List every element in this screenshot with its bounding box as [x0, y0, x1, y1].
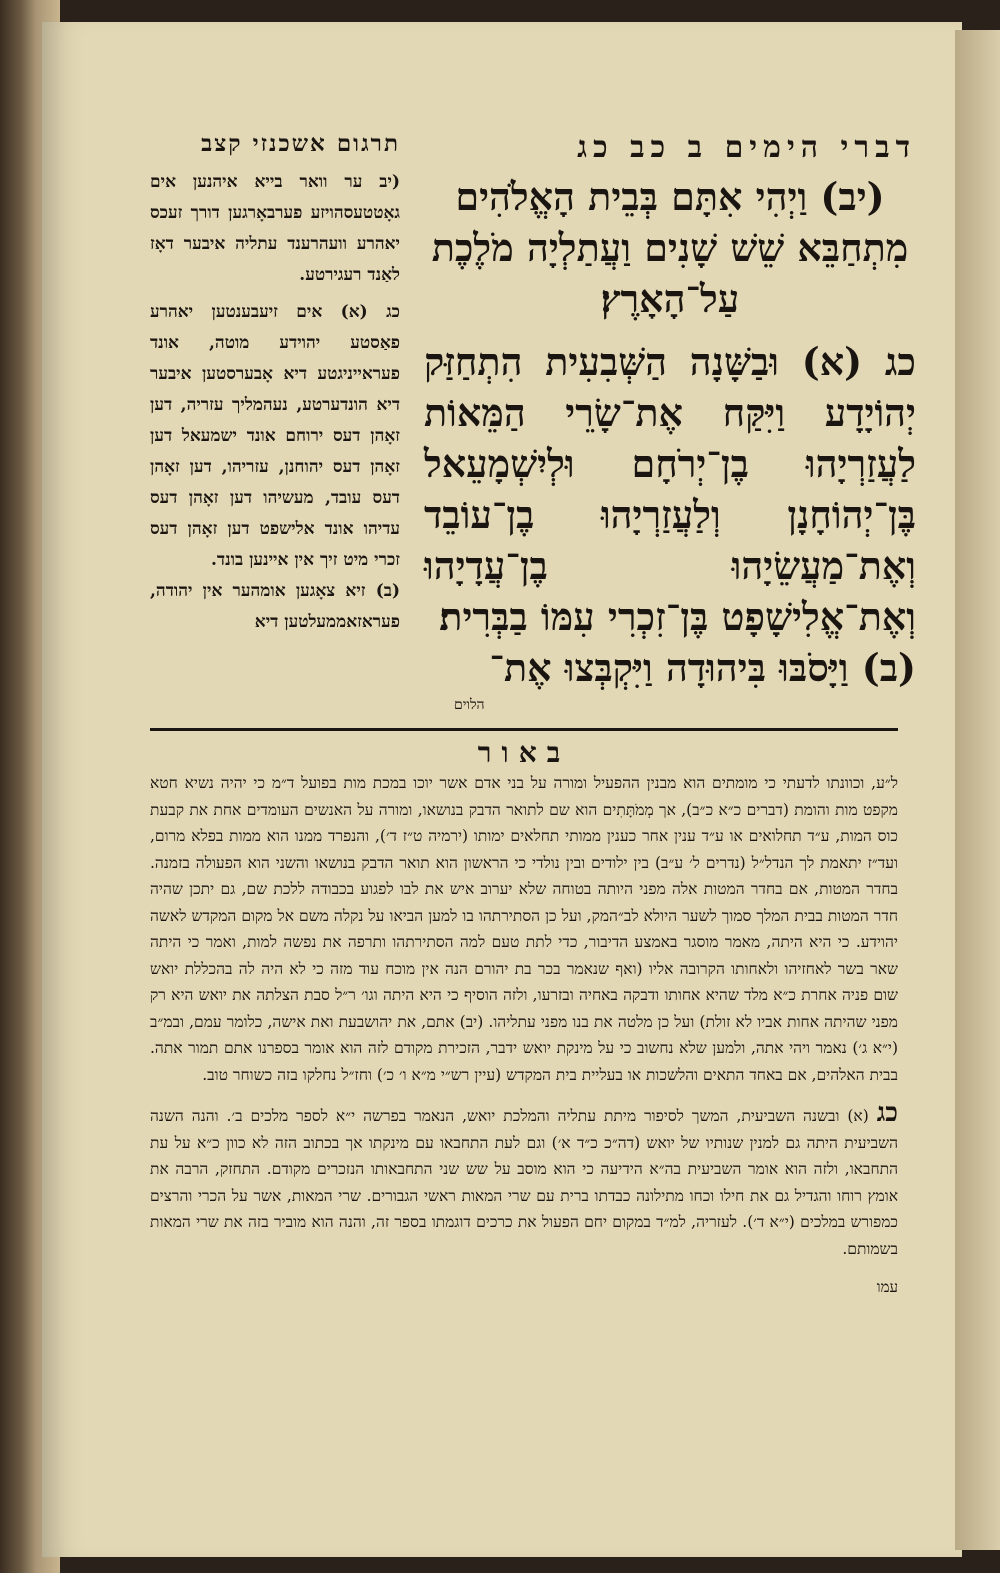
- verse-23-2: (ב) וַיָּסֹבּוּ בִּיהוּדָה וַיִּקְבְּצוּ אֶת־: [489, 645, 916, 690]
- commentary-title: באור: [477, 736, 571, 769]
- translation-23-2: (ב) זיא צאָגען אומהער אין יהודה, פעראזאממעלטען דיא: [150, 581, 400, 632]
- hebrew-text-column: [424, 130, 916, 714]
- catchword-right: הלוים: [454, 697, 485, 713]
- commentary-paragraph-1: ל״ע, וכוונתו לדעתי כי מומתים הוא מבנין ההפעיל ומורה על בני אדם אשר יוכו במכת מות בפועל ד״מ כי יהיה נשיא חטא מקפט מות והומת (דברים כ״א כ״ב), אך מְמֹתָּתִים הוא שם לתואר הדבק בנושאו, ומורה על האנשים העומדים אחת את קבעת כוס המות, ע״ד תחלואים או ע״ד ענין אחר כענין ממותי תחלאים ימותו (ירמיה ט״ז ד׳), והנפרד ממנו הוא ממות בפלא מרום, ועד״ז יתאמת לך הנדל״ל (נדרים ל׳ ע״ב) בין ילודים ובין נולדי כי הראשון הוא תואר הדבק בנושאו והשני הוא הפעולה בזמנה. בחדר המטות, אם בחדר המטות אלה מפני היותה בטוחה שלא יערוב איש את לבו לפגוע בכבודה ללכת שם, גם יתכן שהיה חדר המטות בבית המלך סמוך לשער היולא לב״המק, ועל כן הסתירתהו בו למען הביאו על נקלה משם אל מקום המקדש לאשה יהוידע. כי היא היתה, מאמר מוסגר באמצע הדיבור, כדי לתת טעם למה הסתירתהו ותרפה את נפשה למות, ואמר כי היתה שאר בשר לאחזיהו ולאחותו הקרובה אליו (ואף שנאמר בכר בת יהורם הנה אין מוכח עוד מזה כי לא היה לה בהכללת יואש שום פניה אחרת כ״א מלד שהיא אחותו ודבקה באחיה ובזרעו, ולזה הוסיף כי היא היתה וגו׳ ר״ל סבת הצלתה את יואש היא רק מפני שהיתה אחות אביו לא זולת) ועל כן מלטה את בנו מפני עתליהו. (יב) אתם, את יהושבעת ואת אישה, כלומר עמם, ובמ״ב (י״א ג׳) נאמר ויהי אתה, ולמען שלא נחשוב כי על מינקת יואש ידבר, הזכירת מקודם לזה הוא אומר בספרנו אתם תמור אתה. בבית האלהים, אם באחד התאים והלשכות או בעליית בית המקדש (עיין רש״י מ״א ו׳ כ׳) וחז״ל נחלקו בזה כשוחר טוב.: [150, 774, 898, 1084]
- verse-22-12: (יב) וַיְהִי אִתָּם בְּבֵית הָאֱלֹהִים מִתְחַבֵּא שֵׁשׁ שָׁנִים וַעֲתַלְיָה מֹלֶכֶת עַל־הָאָרֶץ׃: [431, 174, 909, 321]
- translation-23-1: כג (א) אים זיעבענטען יאהרע פאַסטע יהוידע מוטה, אונד פעראייניגטע דיא אָבערסטען איבער דיא הונדערטע, נעהמליך עזריה, דען זאָהן דעס ירוחם אונד ישמעאל דען זאָהן דעס יהוחנן, עזריהו, דען זאָהן דעס עובד, מעשיהו דען זאָהן דעס עדיהו אונד אלישפט דען זאָהן דעס זכרי מיט זיך אין איינען בונד.: [150, 302, 400, 570]
- commentary-paragraph-2: [150, 1100, 898, 1262]
- verse-23-1: כג (א) וּבַשָּׁנָה הַשְּׁבִעִית הִתְחַזַּק יְהוֹיָדָע וַיִּקַּח אֶת־שָׂרֵי הַמֵּאוֹת לַעֲזַרְיָהוּ בֶן־יְרֹחָם וּלְיִשְׁמָעֵאל בֶּן־יְהוֹחָנָן וְלַעֲזַרְיָהוּ בֶן־עוֹבֵד וְאֶת־מַעֲשֵׂיָהוּ בֶן־עֲדָיָהוּ וְאֶת־אֱלִישָׁפָט בֶּן־זִכְרִי עִמּוֹ בַבְּרִית׃: [424, 339, 916, 639]
- commentary-paragraph-2-text: (א) ובשנה השביעית, המשך לסיפור מיתת עתליה והמלכת יואש, הנאמר בפרשה י״א לספר מלכים ב׳. והנה השנה השביעית היתה גם למנין שנותיו של יואש (דה״כ כ״ד א׳) וגם לעת התחבאו עם מינקתו אך בכתוב הזה לא כוון כ״א על עת התחבאו, ולזה הוא אומר השביעית בה״א הידיעה כי הוא מוסב על שש שני התחבאותו הנזכרים מקודם. התחזק, הרבה את אומץ רוחו והגדיל גם את חילו וכחו מתילונה כבדתו ברית עם שרי המאות ראשי הגבורים. שרי המאות, אשר על הכרי והרצים כמפורש במלכים (י״א ד׳). לעזריה, למ״ד במקום יחם הפעול את כרכים דוגמתו בספר זה, והנה הוא מוביר בזה את שרי המאות בשמותם.: [150, 1107, 898, 1258]
- section-divider: [150, 728, 898, 731]
- adjacent-page-edge: [955, 30, 1000, 1550]
- catchword-bottom: עמו: [876, 1278, 898, 1296]
- commentary-body: [150, 770, 898, 1301]
- translation-22-12: (יב ער וואר בייא איהנען אים גאָטטעסהויזע פערבאָרגען דורך זעכס יאהרע וועהרענד עתליה איבער דאָז לאַנד רעגירטע.: [150, 172, 400, 285]
- running-header-left: תרגום אשכנזי קצב: [201, 130, 400, 157]
- running-header-right: דברי הימים ב כב כג: [577, 130, 916, 165]
- translation-column: [150, 130, 400, 638]
- chapter-label-23: כג: [876, 1098, 898, 1128]
